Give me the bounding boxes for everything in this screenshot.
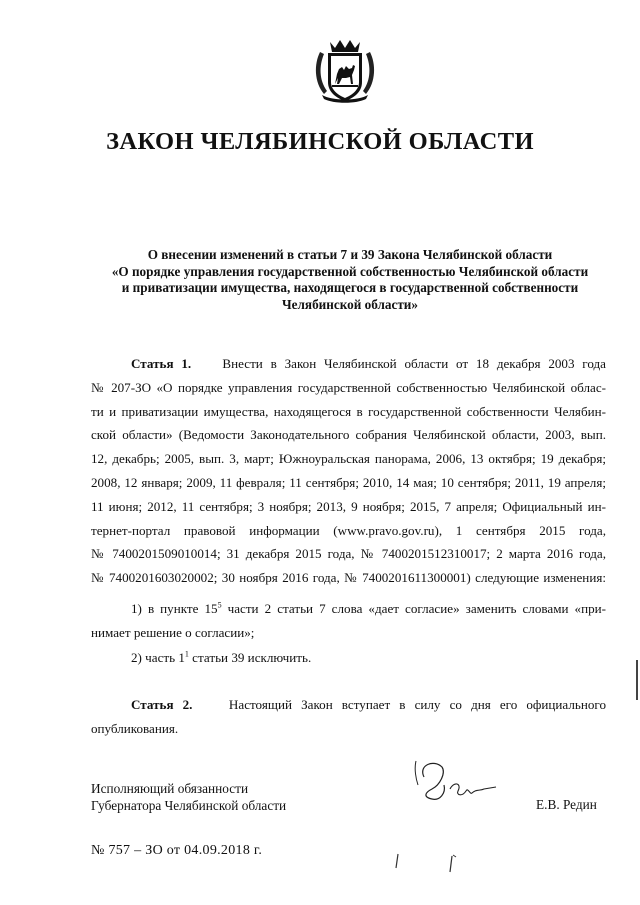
article-1-line: 2008, 12 января; 2009, 11 февраля; 11 сентября; 2010, 14 мая; 10 сентября; 2011, 19 апреля;: [91, 475, 606, 490]
article-1-line: 12, декабрь; 2005, вып. 3, март; Южноуральская панорама, 2006, 13 октября; 19 декабря;: [91, 451, 606, 467]
scan-edge-mark: [636, 660, 638, 700]
article-1-line: [131, 356, 606, 372]
article-2-line: [131, 697, 606, 713]
handwritten-signature: [410, 755, 520, 815]
article-1-line: ти и приватизации имущества, находящегося в государственной собственности Челябин-: [91, 403, 606, 419]
article-1-line: 11 июня; 2012, 11 сентября; 3 ноября; 2013, 9 ноября; 2015, 7 апреля; Официальный ин-: [91, 498, 606, 514]
article-1-label: Статья 1.: [131, 356, 192, 371]
chelyabinsk-coat-of-arms-icon: [308, 38, 382, 104]
subtitle-line: и приватизации имущества, находящегося в государственной собственности: [121, 280, 579, 295]
law-subtitle: [60, 247, 640, 313]
signatory-name: Е.В. Редин: [536, 797, 597, 812]
article-1-line: ской области» (Ведомости Законодательного собрания Челябинской области, 2003, вып.: [91, 427, 606, 443]
article-1-line: № 207-ЗО «О порядке управления государственной собственностью Челябинской облас-: [91, 379, 606, 395]
superscript: 5: [217, 600, 222, 610]
subtitle-line: Челябинской области»: [282, 296, 418, 312]
article-2-label: Статья 2.: [131, 697, 193, 712]
article-1-text: Внести в Закон Челябинской области от 18 декабря 2003 года: [222, 356, 606, 371]
article-1-line: тернет-портал правовой информации (www.pravo.gov.ru), 1 сентября 2015 года,: [91, 522, 606, 538]
article-2-text: Настоящий Закон вступает в силу со дня его официального: [228, 697, 607, 712]
amendment-item-1-continuation: нимает решение о согласии»;: [91, 625, 255, 640]
ink-marks: [390, 846, 470, 876]
subtitle-line: О внесении изменений в статьи 7 и 39 Закона Челябинской области: [147, 247, 553, 262]
registration-number: № 757 – ЗО от 04.09.2018 г.: [91, 843, 263, 858]
article-2-line: опубликования.: [91, 721, 179, 736]
law-title: ЗАКОН ЧЕЛЯБИНСКОЙ ОБЛАСТИ: [106, 128, 534, 155]
signatory-position: Исполняющий обязанности Губернатора Челябинской области: [91, 781, 287, 813]
amendment-item-2: 2) часть $1^1$ статьи 39 исключить.: [131, 649, 312, 665]
article-1-line: № 7400201509010014; 31 декабря 2015 года, № 7400201512310017; 2 марта 2016 года,: [91, 546, 606, 562]
amendment-item-1: 1) в пункте $15^5$ части 2 статьи 7 слова «дает согласие» заменить словами «при-: [131, 600, 606, 616]
subtitle-line: «О порядке управления государственной собственностью Челябинской области: [111, 263, 589, 279]
superscript: 1: [184, 649, 189, 659]
article-1-line: № 7400201603020002; 30 ноября 2016 года, № 7400201611300001) следующие изменения:: [91, 570, 606, 586]
